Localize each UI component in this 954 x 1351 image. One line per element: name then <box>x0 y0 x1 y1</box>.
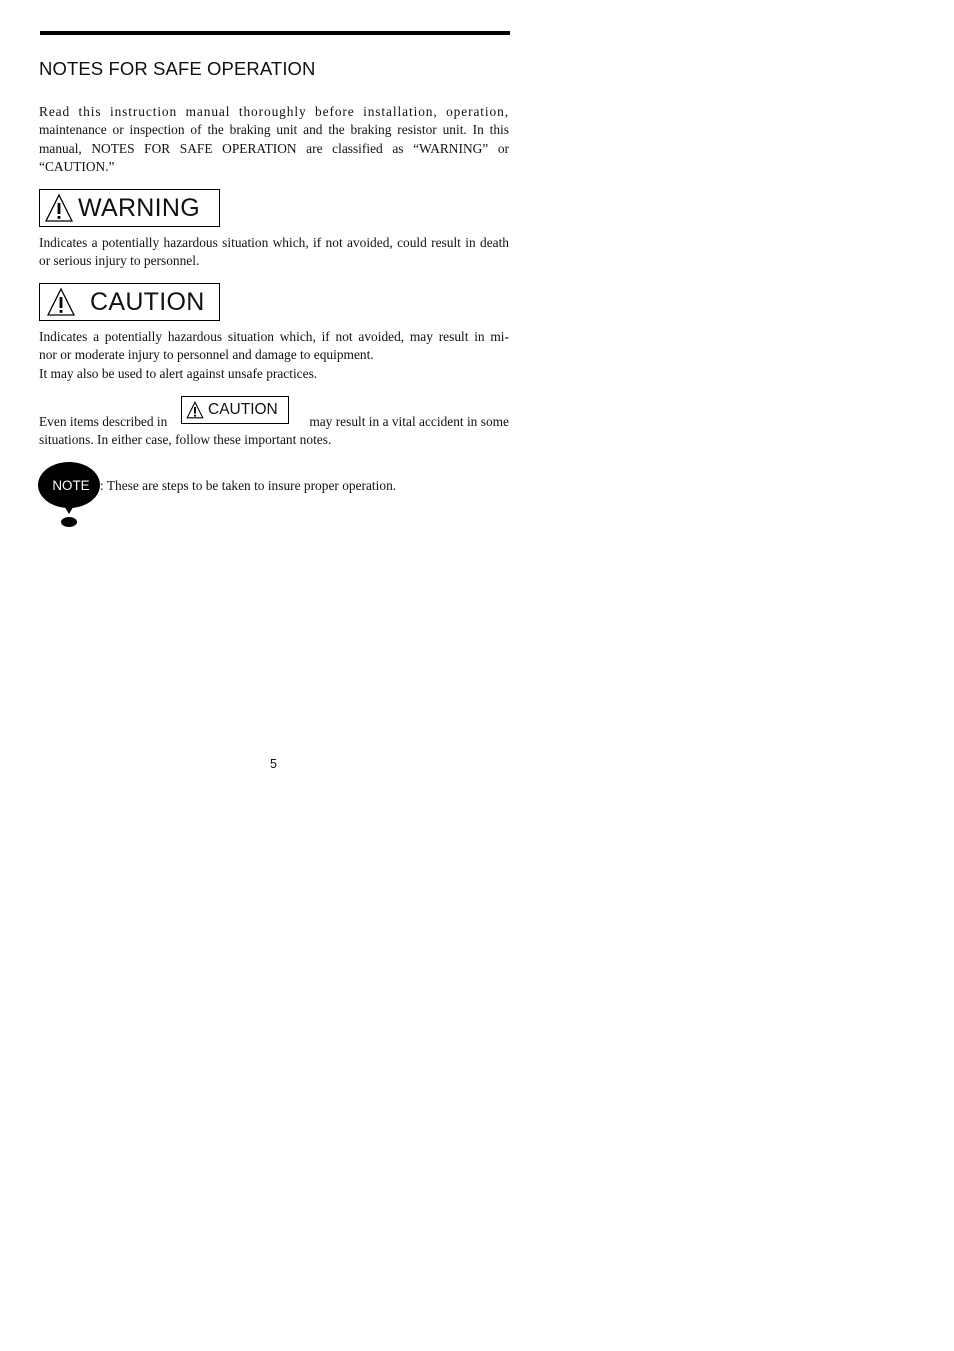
note-speech-bubble-icon <box>37 460 103 530</box>
warning-triangle-icon <box>46 287 76 317</box>
intro-line-3: manual, NOTES FOR SAFE OPERATION are classified as “WARNING” or <box>39 140 509 156</box>
caution-description <box>39 328 509 383</box>
caution-description-line-2: nor or moderate injury to personnel and damage to equipment. <box>39 347 374 363</box>
intro-line-4: “CAUTION.” <box>39 158 115 174</box>
inline-caution-label: CAUTION <box>208 401 278 418</box>
warning-triangle-icon <box>44 193 74 223</box>
warning-triangle-icon <box>186 401 204 419</box>
intro-paragraph <box>39 103 509 176</box>
caution-label: CAUTION <box>90 287 205 316</box>
note-text: : These are steps to be taken to insure proper operation. <box>100 478 397 493</box>
section-title: NOTES FOR SAFE OPERATION <box>39 58 316 79</box>
inline-caution-box <box>181 396 289 424</box>
warning-label: WARNING <box>78 193 200 222</box>
intro-line-1: Read this instruction manual thoroughly before installation, operation, <box>39 104 509 119</box>
note-label: NOTE <box>52 478 90 493</box>
intro-line-2: maintenance or inspection of the braking unit and the braking resistor unit. In this <box>39 122 509 138</box>
even-items-text-after: may result in a vital accident in some <box>309 414 509 429</box>
caution-description-line-3: It may also be used to alert against unsafe practices. <box>39 365 318 381</box>
even-items-text-before: Even items described in <box>39 414 168 429</box>
caution-box <box>39 283 220 321</box>
top-rule <box>40 31 510 35</box>
warning-box <box>39 189 220 227</box>
page-number: 5 <box>270 757 277 771</box>
warning-description: Indicates a potentially hazardous situation which, if not avoided, could result in death or serious injury to personnel. <box>39 235 509 269</box>
even-items-line-2: situations. In either case, follow these important notes. <box>39 432 332 447</box>
caution-description-line-1: Indicates a potentially hazardous situation which, if not avoided, may result in mi- <box>39 329 509 344</box>
